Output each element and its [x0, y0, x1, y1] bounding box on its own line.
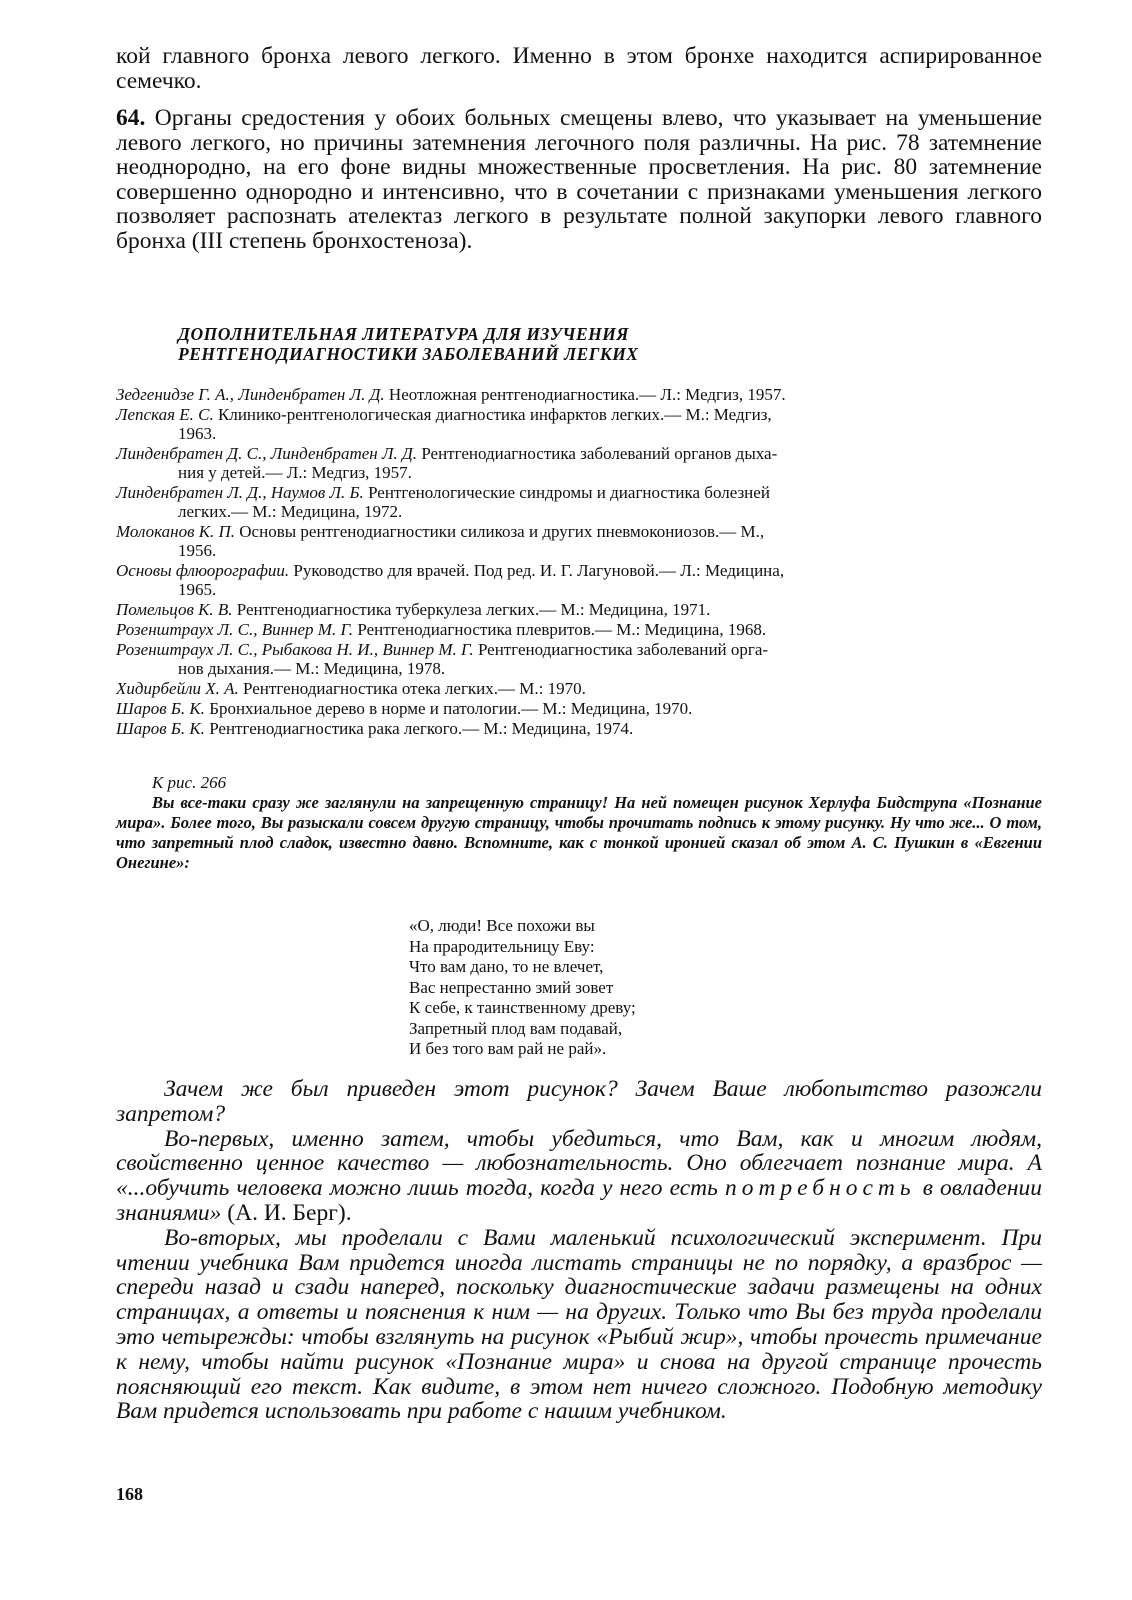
reference-authors: Розенштраух Л. С., Виннер М. Г. [116, 620, 354, 639]
reference-authors: Молоканов К. П. [116, 522, 236, 541]
reference-item [116, 522, 1042, 560]
reference-item [116, 405, 1042, 443]
intro-paragraph [116, 44, 1042, 93]
figure-note [116, 773, 1042, 873]
reference-item [116, 385, 1042, 404]
reference-authors: Помельцов К. В. [116, 600, 233, 619]
reference-item [116, 640, 1042, 678]
closing-paragraph-3: Во-вторых, мы проделали с Вами маленький психологический эксперимент. При чтении учебника Вам придется иногда листать страницы не по порядку, а вразброс — спереди назад и сзади наперед, поскольку диагностические задачи размещены на одних страницах, а ответы и пояснения к ним — на других. Только что Вы без труда проделали это четырежды: чтобы взглянуть на рисунок «Рыбий жир», чтобы прочесть примечание к нему, чтобы найти рисунок «Познание мира» и снова на другой странице прочесть поясняющий его текст. Как видите, в этом нет ничего сложного. Подобную методику Вам придется использовать при работе с нашим учебником. [116, 1224, 1042, 1425]
reference-authors: Розенштраух Л. С., Рыбакова Н. И., Виннер М. Г. [116, 640, 474, 659]
note-text: Вы все-таки сразу же заглянули на запрещенную страницу! На ней помещен рисунок Херлуфа Бидструпа «Познание мира». Более того, Вы разыскали совсем другую страницу, чтобы прочитать подпись к этому рисунку. Ну что же... О том, что запретный плод сладок, известно давно. Вспомните, как с тонкой иронией сказал об этом А. С. Пушкин в «Евгении Онегине»: [116, 793, 1042, 872]
reference-authors: Хидирбейли Х. А. [116, 679, 239, 698]
closing-paragraph-2: Во-первых, именно затем, чтобы убедиться, что Вам, как и многим людям, свойственно ценное качество — любознательность. Оно облегчает познание мира. А «...обучить человека можно лишь тогда, когда у него есть потребность в овладении знаниями» (А. И. Берг). [116, 1125, 1042, 1226]
reference-authors: Шаров Б. К. [116, 699, 205, 718]
reference-title: Неотложная рентгенодиагностика.— Л.: Медгиз, 1957. [384, 385, 786, 404]
poem-line: И без того вам рай не рай». [409, 1039, 607, 1058]
reference-continuation: 1956. [178, 541, 217, 560]
reference-authors: Линденбратен Д. С., Линденбратен Л. Д. [116, 444, 418, 463]
reference-item [116, 719, 1042, 738]
poem-line: На прародительницу Еву: [409, 936, 595, 956]
references-heading [116, 324, 1042, 364]
poem-line: К себе, к таинственному древу; [409, 998, 636, 1017]
intro-text: кой главного бронха левого легкого. Именно в этом бронхе находится аспирированное семечко. [116, 43, 1042, 94]
reference-title: Рентгенодиагностика рака легкого.— М.: Медицина, 1974. [204, 719, 634, 738]
answer-number: 64. [116, 105, 146, 131]
reference-continuation: 1965. [178, 580, 217, 599]
page-number: 168 [116, 1484, 143, 1504]
answer-text: Органы средостения у обоих больных смещены влево, что указывает на уменьшение левого легкого, но причины затемнения легочного поля различны. На рис. 78 затемнение неоднородно, на его фоне видны множественные просветления. На рис. 80 затемнение совершенно однородно и интенсивно, что в сочетании с признаками уменьшения легкого позволяет распознать ателектаз легкого в результате полной закупорки левого главного бронха (III степень бронхостеноза). [116, 105, 1042, 254]
reference-continuation: нов дыхания.— М.: Медицина, 1978. [178, 659, 446, 678]
reference-continuation: легких.— М.: Медицина, 1972. [178, 502, 403, 521]
closing-paragraph-1: Зачем же был приведен этот рисунок? Зачем Ваше любопытство разожгли запретом? [116, 1076, 1042, 1127]
pushkin-poem [409, 916, 636, 1060]
reference-item [116, 620, 1042, 639]
closing-text [116, 1077, 1042, 1424]
reference-continuation: ния у детей.— Л.: Медгиз, 1957. [178, 463, 412, 482]
reference-authors: Зедгенидзе Г. А., Линденбратен Л. Д. [116, 385, 385, 404]
reference-title: Рентгенодиагностика отека легких.— М.: 1970. [238, 679, 586, 698]
reference-authors: Линденбратен Л. Д., Наумов Л. Б. [116, 483, 364, 502]
references-heading-line2: РЕНТГЕНОДИАГНОСТИКИ ЗАБОЛЕВАНИЙ ЛЕГКИХ [178, 344, 639, 364]
reference-title: Руководство для врачей. Под ред. И. Г. Лагуновой.— Л.: Медицина, [289, 561, 785, 580]
reference-title: Клинико-рентгенологическая диагностика инфарктов легких.— М.: Медгиз, [213, 405, 772, 424]
reference-item [116, 679, 1042, 698]
reference-item [116, 699, 1042, 718]
reference-authors: Основы флюорографии. [116, 561, 290, 580]
references-list [116, 385, 1042, 739]
reference-title: Основы рентгенодиагностики силикоза и других пневмокониозов.— М., [235, 522, 765, 541]
poem-line: «О, люди! Все похожи вы [409, 916, 595, 935]
reference-item [116, 444, 1042, 482]
poem-line: Что вам дано, то не влечет, [409, 957, 604, 976]
reference-title: Рентгенодиагностика плевритов.— М.: Медицина, 1968. [353, 620, 767, 639]
reference-title: Бронхиальное дерево в норме и патологии.— М.: Медицина, 1970. [204, 699, 693, 718]
reference-continuation: 1963. [178, 424, 217, 443]
poem-line: Вас непрестанно змий зовет [409, 977, 614, 997]
reference-title: Рентгенодиагностика заболеваний органов дыха- [417, 444, 778, 463]
reference-item [116, 483, 1042, 521]
reference-authors: Лепская Е. С. [116, 405, 214, 424]
reference-authors: Шаров Б. К. [116, 719, 205, 738]
reference-item [116, 561, 1042, 599]
note-label: К рис. 266 [152, 773, 227, 792]
reference-title: Рентгенодиагностика туберкулеза легких.— М.: Медицина, 1971. [232, 600, 711, 619]
references-heading-line1: ДОПОЛНИТЕЛЬНАЯ ЛИТЕРАТУРА ДЛЯ ИЗУЧЕНИЯ [178, 324, 629, 344]
reference-item [116, 600, 1042, 619]
poem-line: Запретный плод вам подавай, [409, 1018, 623, 1038]
reference-title: Рентгенологические синдромы и диагностика болезней [363, 483, 770, 502]
answer-64 [116, 106, 1042, 253]
reference-title: Рентгенодиагностика заболеваний орга- [473, 640, 769, 659]
